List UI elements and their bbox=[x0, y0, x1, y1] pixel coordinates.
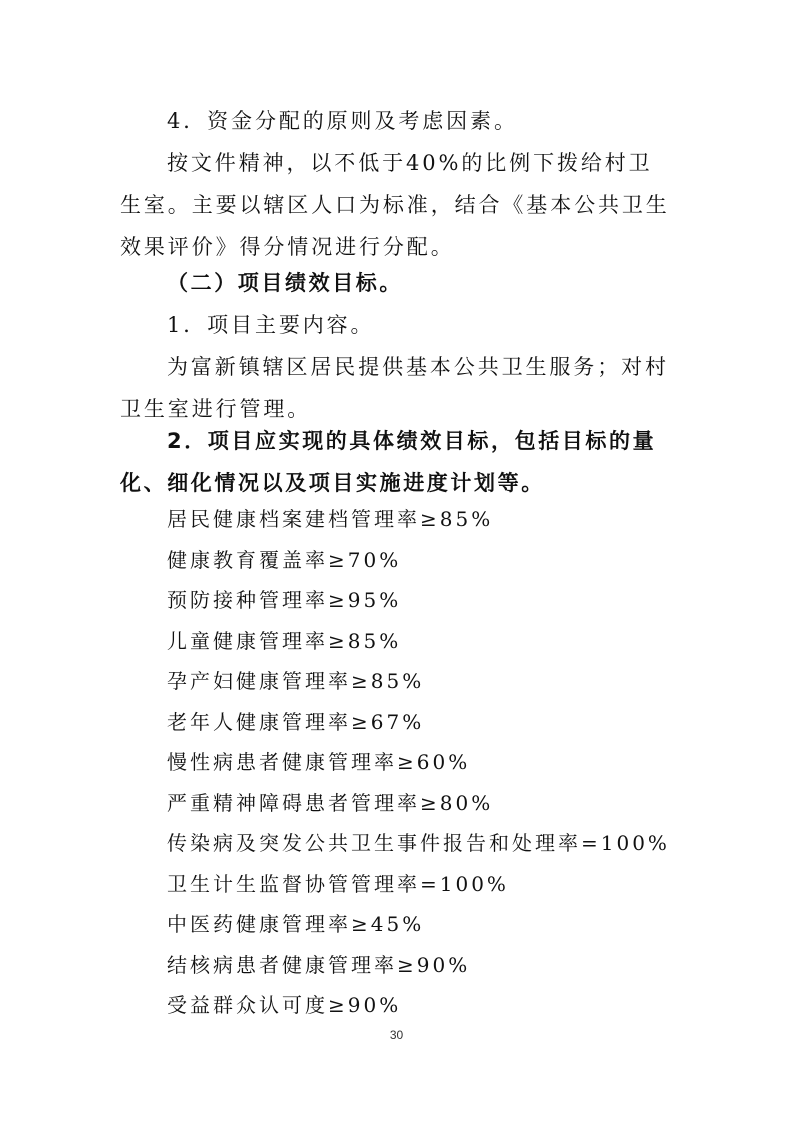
section-heading-performance-goals: （二）项目绩效目标。 bbox=[167, 271, 403, 295]
list-item: 健康教育覆盖率≥70% bbox=[167, 547, 402, 572]
list-item: 儿童健康管理率≥85% bbox=[167, 628, 402, 653]
list-item: 严重精神障碍患者管理率≥80% bbox=[167, 790, 494, 815]
paragraph-funding-principles-heading: 4．资金分配的原则及考虑因素。 bbox=[167, 109, 518, 133]
list-item: 受益群众认可度≥90% bbox=[167, 993, 402, 1017]
performance-target-list bbox=[167, 499, 670, 1026]
list-item: 结核病患者健康管理率≥90% bbox=[167, 952, 471, 977]
list-item: 预防接种管理率≥95% bbox=[167, 588, 402, 612]
list-item: 慢性病患者健康管理率≥60% bbox=[167, 750, 471, 774]
list-item: 中医药健康管理率≥45% bbox=[167, 912, 425, 936]
list-item: 孕产妇健康管理率≥85% bbox=[167, 669, 425, 693]
paragraph-main-content: 为富新镇辖区居民提供基本公共卫生服务；对村卫生室进行管理。 bbox=[120, 355, 669, 421]
paragraph-main-content-heading: 1．项目主要内容。 bbox=[167, 313, 375, 337]
list-item: 传染病及突发公共卫生事件报告和处理率=100% bbox=[167, 831, 670, 855]
paragraph-specific-targets-heading: 2．项目应实现的具体绩效目标，包括目标的量化、细化情况以及项目实施进度计划等。 bbox=[120, 429, 657, 495]
list-item: 居民健康档案建档管理率≥85% bbox=[167, 507, 494, 531]
page-number: 30 bbox=[389, 1028, 404, 1042]
list-item: 卫生计生监督协管管理率=100% bbox=[167, 871, 509, 896]
paragraph-funding-allocation: 按文件精神，以不低于40%的比例下拨给村卫生室。主要以辖区人口为标准，结合《基本公共卫生效果评价》得分情况进行分配。 bbox=[120, 151, 670, 259]
list-item: 老年人健康管理率≥67% bbox=[167, 709, 425, 734]
